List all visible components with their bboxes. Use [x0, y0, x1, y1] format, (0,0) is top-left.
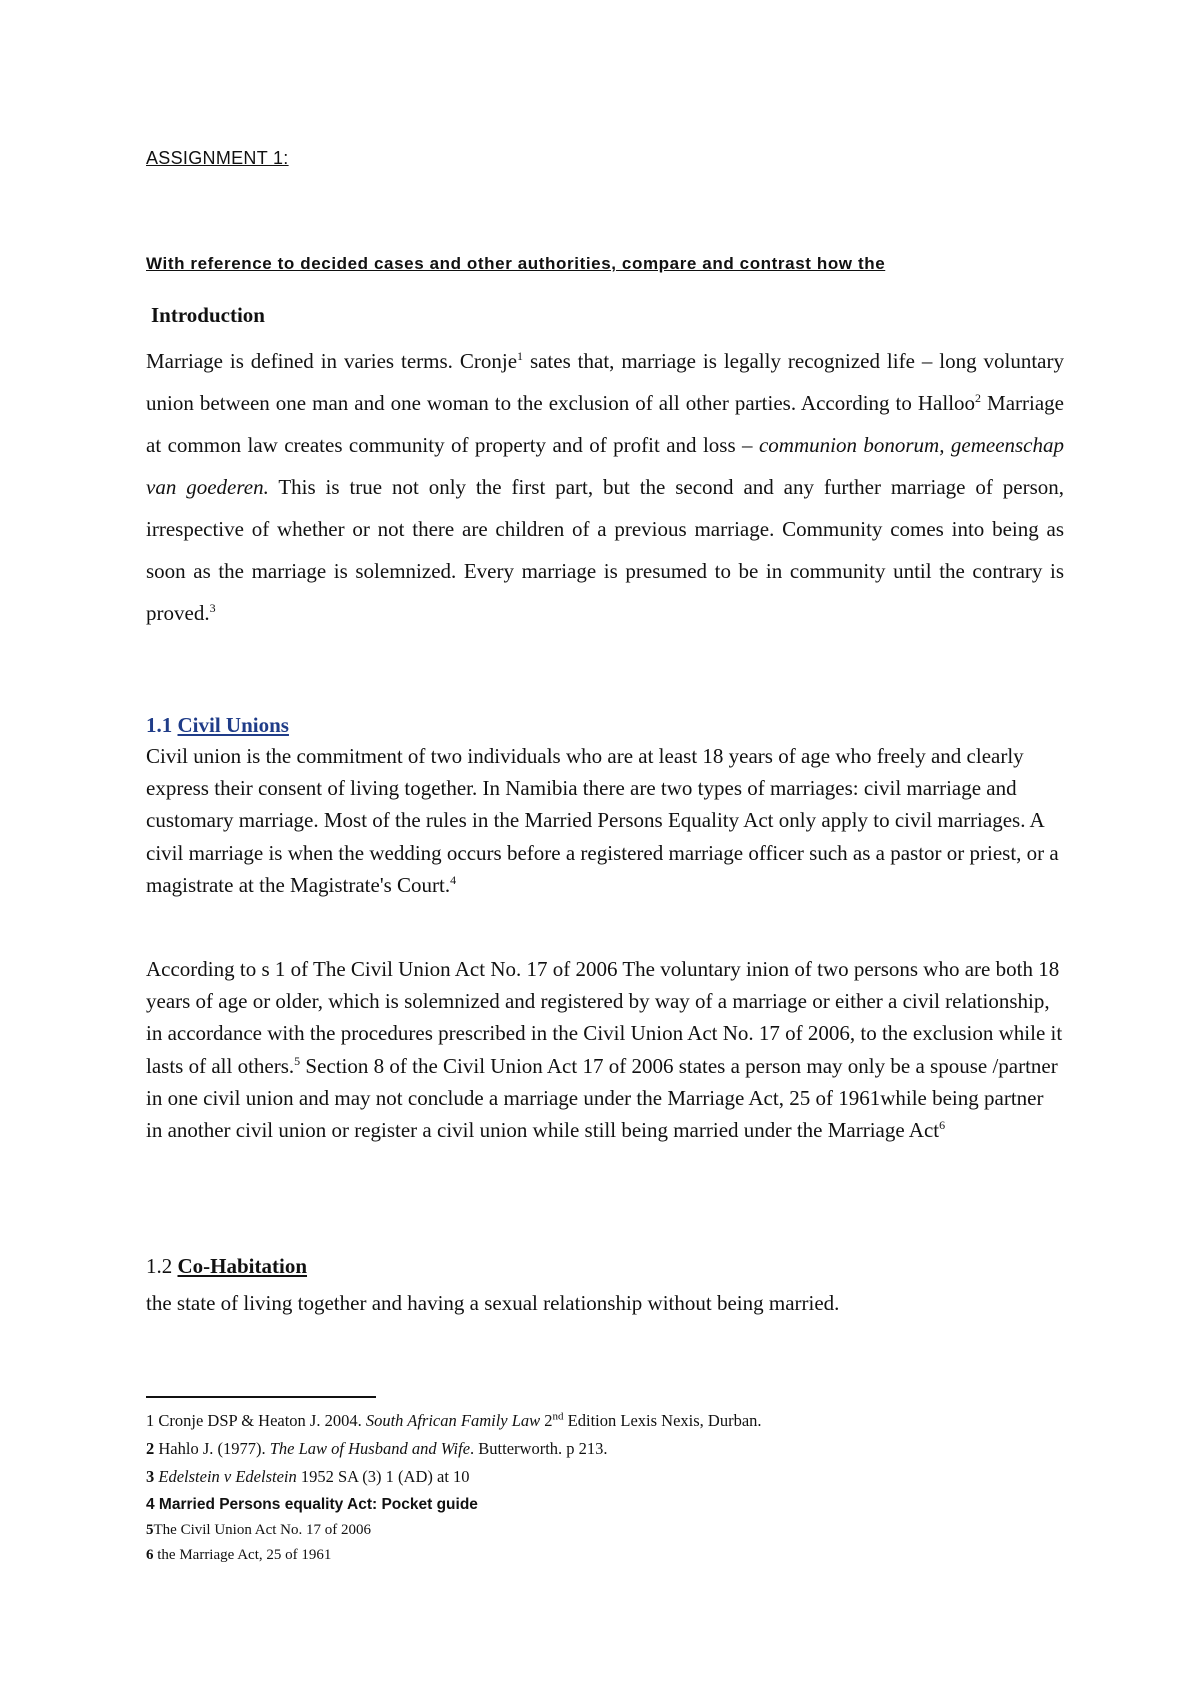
- introduction-paragraph: Marriage is defined in varies terms. Cronje$^1$ sates that, marriage is legally recognized life – long voluntary union between one man and one woman to the exclusion of all other parties. According to Halloo$^2$ Marriage at common law creates community of property and of profit and loss – communion bonorum, gemeenschap van goederen. This is true not only the first part, but the second and any further marriage of person, irrespective of whether or not there are children of a previous marriage. Community comes into being as soon as the marriage is solemnized. Every marriage is presumed to be in community until the contrary is proved.$^3$: [146, 349, 1065, 625]
- section-heading-co-habitation: 1.2 Co-Habitation: [146, 1254, 308, 1278]
- footnote-ref-3[interactable]: 3: [209, 601, 216, 615]
- footnote-ref-1[interactable]: 1: [517, 349, 524, 363]
- footnote-ref-5[interactable]: 5: [294, 1053, 301, 1068]
- civil-unions-paragraph-2: According to s 1 of The Civil Union Act No. 17 of 2006 The voluntary inion of two persons who are both 18 years of age or older, which is solemnized and registered by way of a marriage or either a civil relationship, in accordance with the procedures prescribed in the Civil Union Act No. 17 of 2006, to the exclusion while it lasts of all others.$^5$ Section 8 of the Civil Union Act 17 of 2006 states a person may only be a spouse /partner in one civil union and may not conclude a marriage under the Marriage Act, 25 of 1961while being partner in another civil union or register a civil union while still being married under the Marriage Act$^6$: [146, 957, 1063, 1143]
- footnote-3: 3 Edelstein v Edelstein 1952 SA (3) 1 (AD) at 10: [146, 1467, 470, 1486]
- footnote-2: 2 Hahlo J. (1977). The Law of Husband and Wife. Butterworth. p 213.: [146, 1439, 608, 1458]
- footnote-ref-4[interactable]: 4: [450, 872, 457, 887]
- civil-unions-paragraph-1: Civil union is the commitment of two individuals who are at least 18 years of age who freely and clearly express their consent of living together. In Namibia there are two types of marriages: civil marriage and customary marriage. Most of the rules in the Married Persons Equality Act only apply to civil marriages. A civil marriage is when the wedding occurs before a registered marriage officer such as a pastor or priest, or a magistrate at the Magistrate's Court.$^4$: [146, 744, 1059, 897]
- section-heading-civil-unions: 1.1 Civil Unions: [146, 713, 289, 737]
- co-habitation-paragraph: the state of living together and having a sexual relationship without being married.: [146, 1291, 840, 1315]
- footnote-1: 1 Cronje DSP & Heaton J. 2004. South African Family Law 2nd Edition Lexis Nexis, Durban.: [146, 1410, 762, 1430]
- footnote-ref-6[interactable]: 6: [939, 1118, 946, 1133]
- footnote-6: 6 the Marriage Act, 25 of 1961: [146, 1547, 332, 1563]
- assignment-question: With reference to decided cases and other authorities, compare and contrast how the: [146, 254, 886, 273]
- footnote-ref-2[interactable]: 2: [975, 391, 982, 405]
- introduction-heading: Introduction: [151, 303, 265, 327]
- assignment-title: ASSIGNMENT 1:: [146, 148, 289, 168]
- footnote-separator: [146, 1396, 376, 1398]
- footnote-4: 4 Married Persons equality Act: Pocket guide: [146, 1496, 478, 1513]
- footnote-5: 5The Civil Union Act No. 17 of 2006: [146, 1522, 371, 1538]
